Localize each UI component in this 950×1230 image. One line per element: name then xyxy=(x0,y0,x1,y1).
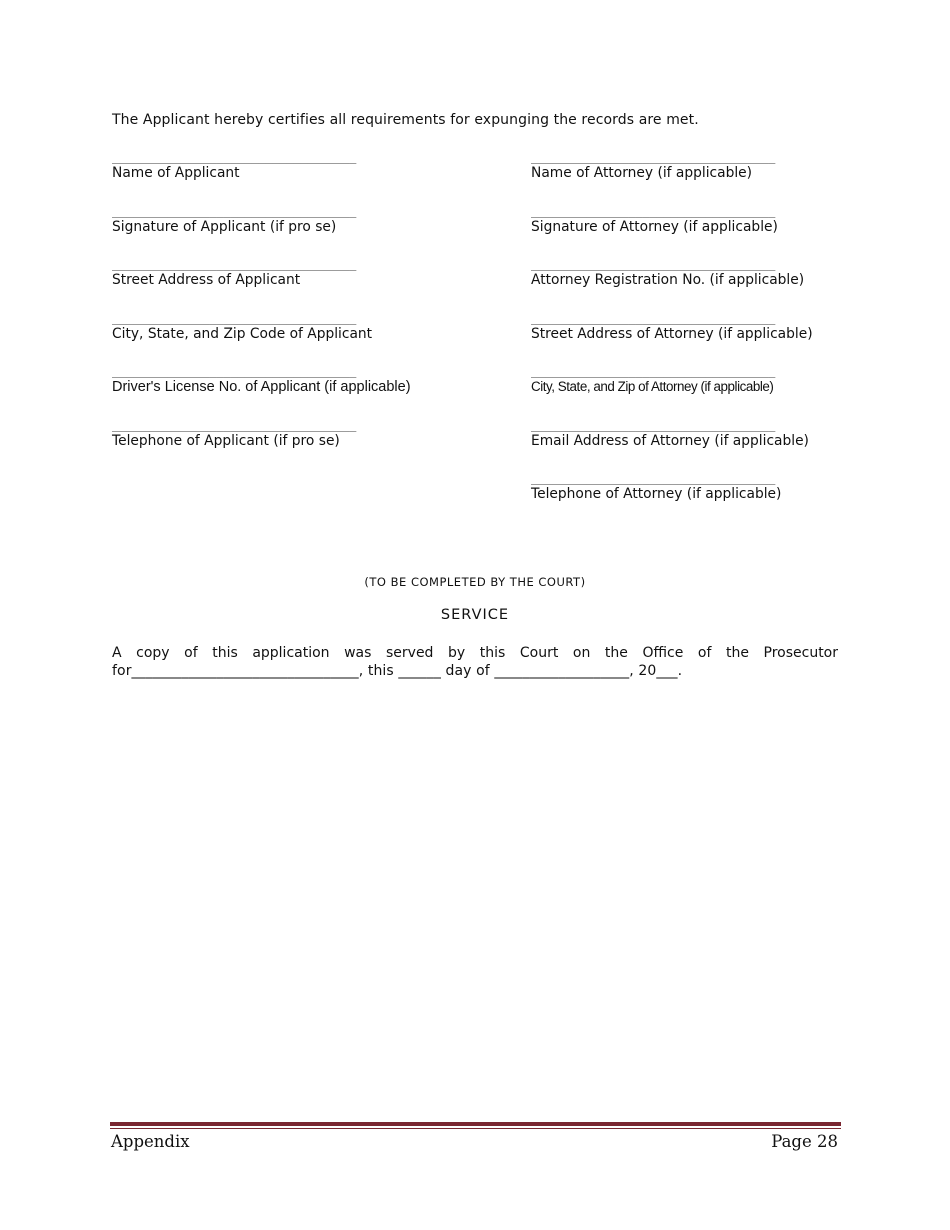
service-word: on xyxy=(572,645,591,661)
attorney-signature-line[interactable]: ___________________________________ xyxy=(531,203,776,218)
attorney-email-block xyxy=(531,418,831,472)
attorney-street-block xyxy=(531,311,831,365)
service-word: the xyxy=(725,645,749,661)
footer-rule-thin xyxy=(110,1128,841,1129)
applicant-telephone-line[interactable]: ___________________________________ xyxy=(112,417,357,432)
service-word: of xyxy=(184,645,198,661)
service-word: Court xyxy=(519,645,559,661)
footer-rule xyxy=(110,1122,841,1126)
applicant-name-block xyxy=(112,150,412,204)
attorney-name-label: Name of Attorney (if applicable) xyxy=(531,165,753,181)
applicant-telephone-label: Telephone of Applicant (if pro se) xyxy=(112,432,340,449)
service-word: of xyxy=(697,645,712,661)
footer-section-title: Appendix xyxy=(111,1132,190,1151)
applicant-license-line[interactable]: ___________________________________ xyxy=(112,364,357,378)
attorney-city-line[interactable]: ___________________________________ xyxy=(531,364,776,378)
applicant-license-block xyxy=(112,364,412,418)
court-completion-note: (TO BE COMPLETED BY THE COURT) xyxy=(364,575,586,589)
attorney-email-line[interactable]: ___________________________________ xyxy=(531,417,776,432)
service-word: A xyxy=(112,645,122,661)
applicant-street-line[interactable]: ___________________________________ xyxy=(112,257,357,271)
attorney-street-label: Street Address of Attorney (if applicable) xyxy=(531,325,813,342)
applicant-signature-label: Signature of Applicant (if pro se) xyxy=(112,218,337,235)
attorney-signature-block xyxy=(531,204,831,258)
attorney-signature-label: Signature of Attorney (if applicable) xyxy=(531,218,778,235)
applicant-name-label: Name of Applicant xyxy=(112,165,240,181)
service-paragraph xyxy=(112,644,838,680)
service-word: the xyxy=(604,645,628,661)
applicant-signature-block xyxy=(112,204,412,258)
attorney-city-block xyxy=(531,364,831,418)
applicant-street-block xyxy=(112,257,412,311)
attorney-registration-label: Attorney Registration No. (if applicable) xyxy=(531,272,805,288)
attorney-registration-block xyxy=(531,257,831,311)
service-word: Office xyxy=(642,645,684,661)
applicant-city-block xyxy=(112,311,412,365)
attorney-city-label: City, State, and Zip of Attorney (if applicable) xyxy=(531,379,774,394)
applicant-telephone-block xyxy=(112,418,412,472)
service-word: was xyxy=(344,645,372,661)
service-word: copy xyxy=(136,645,170,661)
service-paragraph-line-1 xyxy=(112,644,838,662)
attorney-street-line[interactable]: ___________________________________ xyxy=(531,310,776,325)
applicant-signature-line[interactable]: ___________________________________ xyxy=(112,203,357,218)
attorney-telephone-label: Telephone of Attorney (if applicable) xyxy=(531,486,782,502)
attorney-telephone-block xyxy=(531,471,831,525)
service-word: this xyxy=(479,645,506,661)
attorney-name-block xyxy=(531,150,831,204)
service-word: served xyxy=(386,645,434,661)
service-word: by xyxy=(448,645,466,661)
applicant-signature-column xyxy=(112,150,412,471)
attorney-registration-line[interactable]: ___________________________________ xyxy=(531,257,776,271)
service-word: application xyxy=(252,645,330,661)
attorney-signature-column xyxy=(531,150,831,525)
certification-statement: The Applicant hereby certifies all requirements for expunging the records are met. xyxy=(112,112,699,128)
applicant-name-line[interactable]: ___________________________________ xyxy=(112,150,357,164)
applicant-city-label: City, State, and Zip Code of Applicant xyxy=(112,325,373,342)
attorney-name-line[interactable]: ___________________________________ xyxy=(531,150,776,164)
service-paragraph-line-2[interactable]: for________________________________, this ______ day of ___________________, 20___. xyxy=(112,663,683,679)
applicant-license-label: Driver's License No. of Applicant (if applicable) xyxy=(112,379,411,395)
service-word: this xyxy=(212,645,238,661)
page-number: Page 28 xyxy=(771,1132,838,1151)
attorney-email-label: Email Address of Attorney (if applicable) xyxy=(531,432,809,449)
service-word: Prosecutor xyxy=(763,645,838,661)
applicant-city-line[interactable]: ___________________________________ xyxy=(112,310,357,325)
attorney-telephone-line[interactable]: ___________________________________ xyxy=(531,471,776,485)
service-heading: SERVICE xyxy=(440,607,510,623)
applicant-street-label: Street Address of Applicant xyxy=(112,272,301,288)
